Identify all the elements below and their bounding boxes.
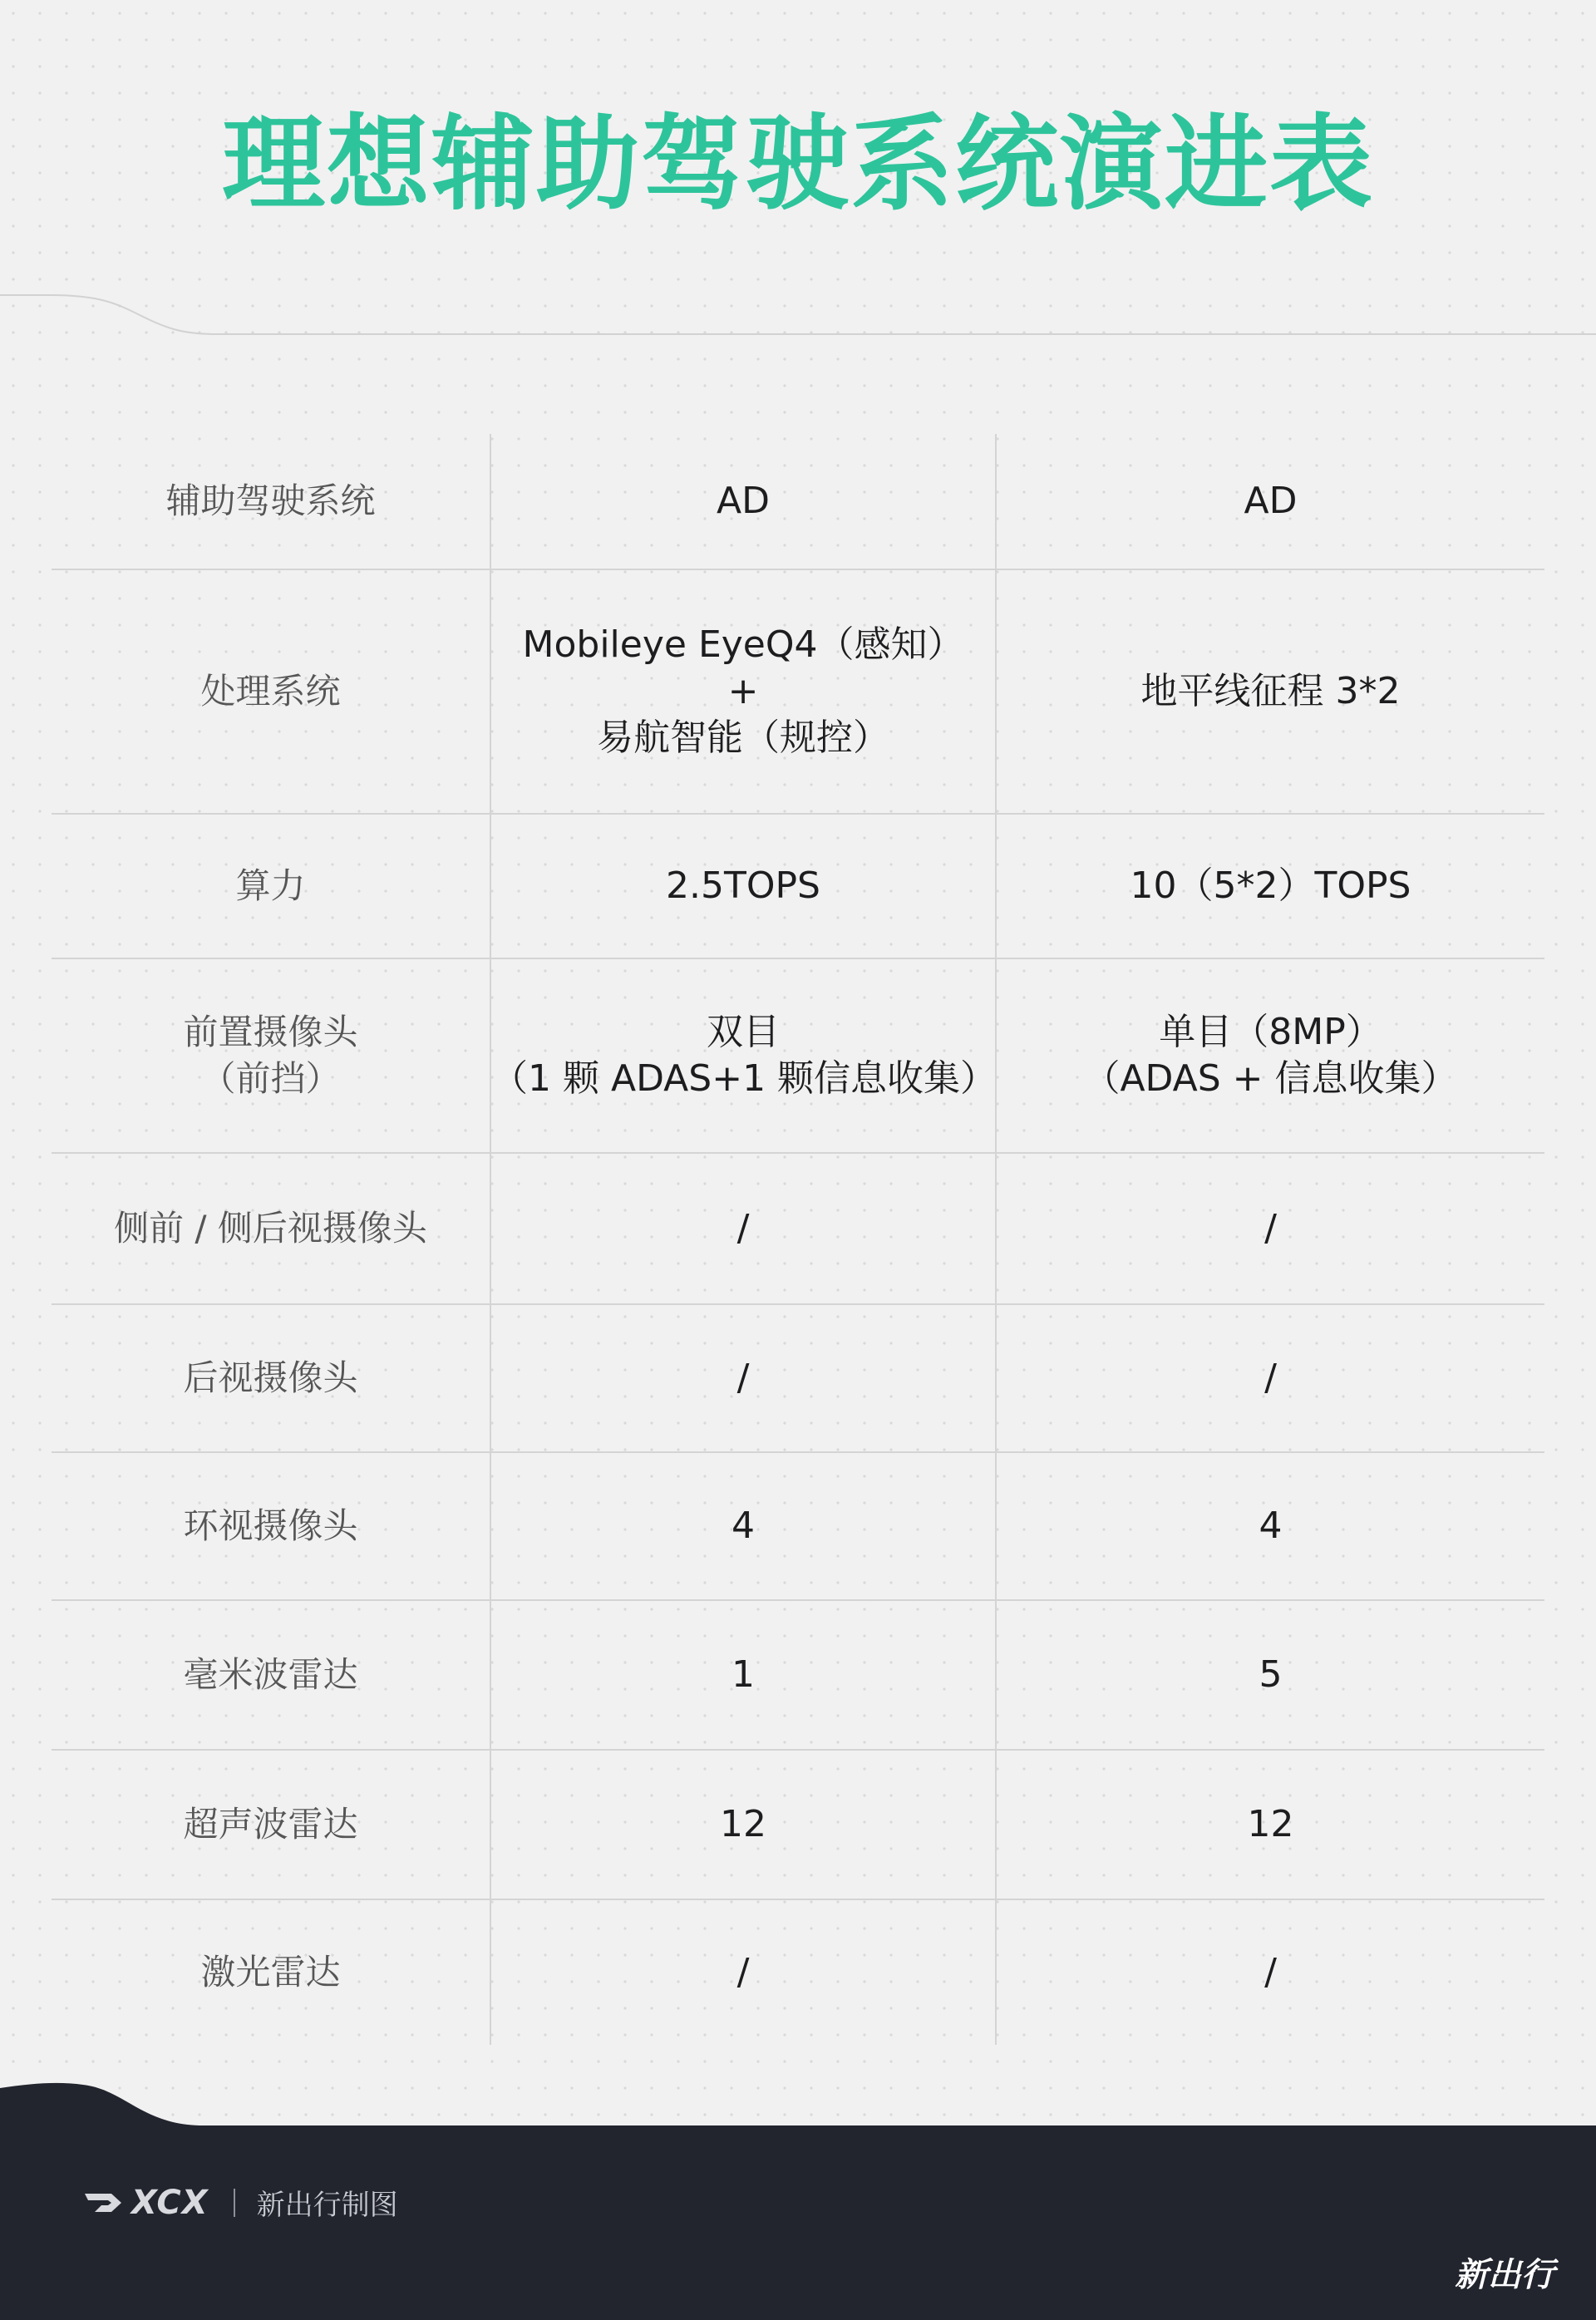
table-row bbox=[52, 815, 1544, 959]
row-label bbox=[52, 1305, 491, 1451]
cell-text: 2.5TOPS bbox=[666, 864, 820, 907]
row-label bbox=[52, 815, 491, 958]
table-row bbox=[52, 1154, 1544, 1305]
table-row bbox=[52, 1305, 1544, 1453]
cell-col2 bbox=[997, 570, 1544, 813]
table-row bbox=[52, 1453, 1544, 1601]
xcx-logo-text: XCX bbox=[131, 2183, 209, 2222]
cell-text: / bbox=[736, 1207, 750, 1249]
table-row bbox=[52, 1601, 1544, 1751]
row-label bbox=[52, 570, 491, 813]
cell-text: 10（5*2）TOPS bbox=[1130, 864, 1411, 907]
cell-col1 bbox=[491, 1154, 997, 1303]
cell-text: 双目 bbox=[707, 1011, 780, 1053]
cell-text: 算力 bbox=[235, 865, 306, 906]
table-row bbox=[52, 959, 1544, 1154]
cell-col2 bbox=[997, 1751, 1544, 1899]
row-label bbox=[52, 1453, 491, 1599]
header-divider-curve bbox=[0, 283, 1596, 349]
cell-text: 5 bbox=[1259, 1653, 1283, 1696]
table-row bbox=[52, 434, 1544, 570]
cell-col1 bbox=[491, 1900, 997, 2045]
table-row bbox=[52, 1751, 1544, 1900]
footer-brand bbox=[83, 2182, 398, 2223]
cell-col2 bbox=[997, 959, 1544, 1152]
cell-col1 bbox=[491, 1751, 997, 1899]
corner-brand-mark: 新出行 bbox=[1455, 2256, 1554, 2294]
cell-text: 易航智能（规控） bbox=[597, 717, 889, 759]
cell-col1 bbox=[491, 1601, 997, 1749]
table-row bbox=[52, 1900, 1544, 2045]
cell-col1 bbox=[491, 434, 997, 569]
cell-col2 bbox=[997, 1601, 1544, 1749]
brand-separator bbox=[234, 2189, 235, 2217]
cell-col2 bbox=[997, 434, 1544, 569]
cell-col2 bbox=[997, 1305, 1544, 1451]
cell-text: 辅助驾驶系统 bbox=[165, 480, 376, 521]
cell-text: AD bbox=[1244, 480, 1298, 522]
row-label bbox=[52, 959, 491, 1152]
row-label bbox=[52, 434, 491, 569]
cell-text: / bbox=[1264, 1357, 1277, 1399]
cell-text: 前置摄像头 bbox=[183, 1012, 358, 1052]
cell-text: （前挡） bbox=[200, 1058, 341, 1099]
cell-text: + bbox=[727, 670, 759, 712]
cell-col1 bbox=[491, 959, 997, 1152]
cell-text: 毫米波雷达 bbox=[183, 1654, 358, 1695]
cell-text: / bbox=[736, 1357, 750, 1399]
row-label bbox=[52, 1751, 491, 1899]
cell-col2 bbox=[997, 1453, 1544, 1599]
cell-text: 4 bbox=[1259, 1505, 1283, 1547]
row-label bbox=[52, 1601, 491, 1749]
cell-text: 处理系统 bbox=[200, 671, 341, 712]
cell-text: 1 bbox=[732, 1653, 755, 1696]
cell-text: / bbox=[736, 1951, 750, 1993]
row-label bbox=[52, 1154, 491, 1303]
page-title: 理想辅助驾驶系统演进表 bbox=[221, 105, 1374, 224]
cell-col2 bbox=[997, 1154, 1544, 1303]
row-label bbox=[52, 1900, 491, 2045]
cell-text: / bbox=[1264, 1207, 1277, 1249]
cell-text: 12 bbox=[1247, 1803, 1294, 1845]
xcx-logo bbox=[83, 2184, 209, 2222]
cell-col1 bbox=[491, 1453, 997, 1599]
cell-text: 侧前 / 侧后视摄像头 bbox=[114, 1208, 427, 1249]
cell-text: 环视摄像头 bbox=[183, 1505, 358, 1546]
cell-col1 bbox=[491, 570, 997, 813]
cell-text: 后视摄像头 bbox=[183, 1357, 358, 1398]
cell-text: 地平线征程 3*2 bbox=[1140, 670, 1401, 712]
xcx-logo-icon bbox=[83, 2190, 125, 2215]
cell-col2 bbox=[997, 1900, 1544, 2045]
cell-text: 超声波雷达 bbox=[183, 1804, 358, 1845]
cell-text: 激光雷达 bbox=[200, 1952, 341, 1992]
cell-text: 4 bbox=[732, 1505, 755, 1547]
cell-col1 bbox=[491, 815, 997, 958]
cell-text: AD bbox=[717, 480, 770, 522]
spec-table bbox=[52, 434, 1544, 2045]
footer-caption: 新出行制图 bbox=[256, 2189, 398, 2222]
cell-col1 bbox=[491, 1305, 997, 1451]
cell-text: 单目（8MP） bbox=[1159, 1011, 1382, 1053]
table-row bbox=[52, 570, 1544, 815]
cell-text: （ADAS + 信息收集） bbox=[1083, 1057, 1458, 1100]
footer bbox=[0, 2078, 1596, 2320]
cell-text: Mobileye EyeQ4（感知） bbox=[522, 623, 964, 666]
cell-text: / bbox=[1264, 1951, 1277, 1993]
cell-col2 bbox=[997, 815, 1544, 958]
cell-text: 12 bbox=[720, 1803, 766, 1845]
cell-text: （1 颗 ADAS+1 颗信息收集） bbox=[491, 1057, 998, 1100]
